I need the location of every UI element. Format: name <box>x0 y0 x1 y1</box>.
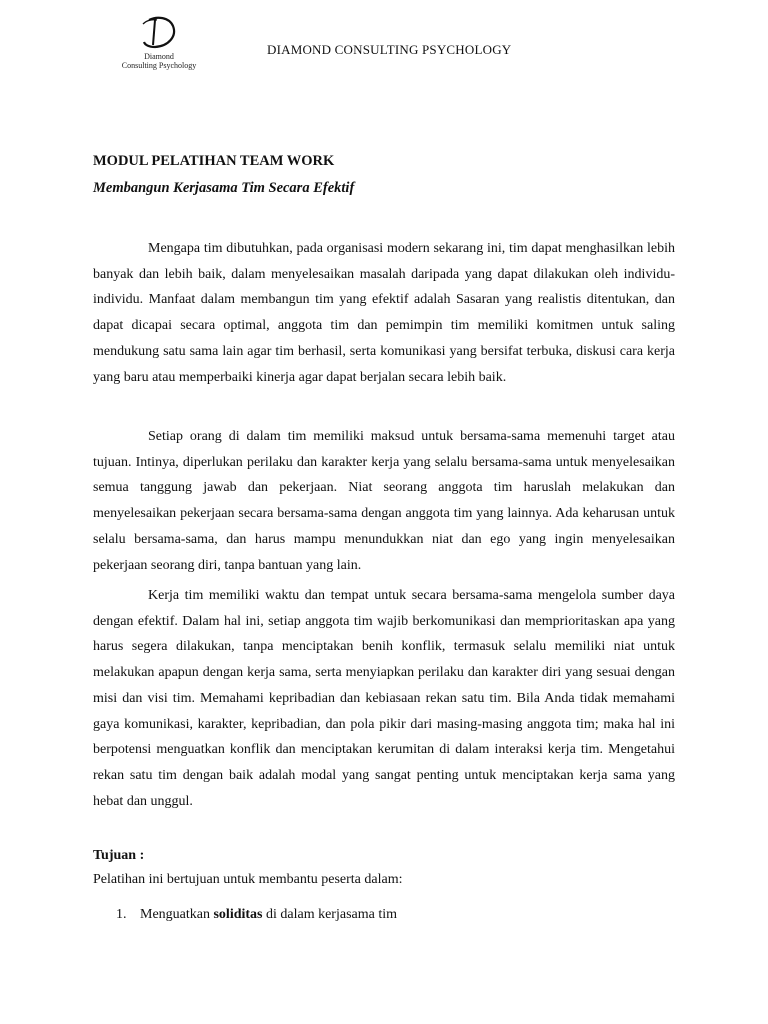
list-item-text-after: di dalam kerjasama tim <box>262 907 398 922</box>
company-name: DIAMOND CONSULTING PSYCHOLOGY <box>267 42 512 57</box>
tujuan-heading: Tujuan : <box>93 848 145 863</box>
document-title: MODUL PELATIHAN TEAM WORK <box>93 153 335 169</box>
tujuan-intro: Pelatihan ini bertujuan untuk membantu peserta dalam: <box>93 872 403 887</box>
company-logo <box>97 14 221 70</box>
list-item-bold-term: soliditas <box>213 907 263 922</box>
paragraph-3: Kerja tim memiliki waktu dan tempat untuk secara bersama-sama mengelola sumber daya dengan efektif. Dalam hal ini, setiap anggota tim wajib berkomunikasi dan memprioritaskan apa yang harus segera dilakukan, tanpa menciptakan benih konflik, termasuk selalu memiliki niat untuk melakukan apapun dengan kerja sama, serta menyiapkan perilaku dan karakter diri yang sesuai dengan misi dan visi tim. Memahami kepribadian dan kebiasaan rekan satu tim. Bila Anda tidak memahami gaya komunikasi, karakter, kepribadian, dan pola pikir dari masing-masing anggota tim; maka hal ini berpotensi menguatkan konflik dan menciptakan kerumitan di dalam interaksi kerja tim. Mengetahui rekan satu tim dengan baik adalah modal yang sangat penting untuk menciptakan kerja sama yang hebat dan unggul. <box>93 588 675 809</box>
list-item <box>116 907 397 923</box>
logo-text-line2: Consulting Psychology <box>121 61 197 70</box>
paragraph-1: Mengapa tim dibutuhkan, pada organisasi modern sekarang ini, tim dapat menghasilkan lebih banyak dan lebih baik, dalam menyelesaikan masalah daripada yang dapat dilakukan oleh individu-individu. Manfaat dalam membangun tim yang efektif adalah Sasaran yang realistis ditentukan, dan dapat dicapai secara optimal, anggota tim dan pemimpin tim memiliki komitmen untuk saling mendukung satu sama lain agar tim berhasil, serta komunikasi yang bersifat terbuka, diskusi cara kerja yang baru atau memperbaiki kinerja agar dapat berjalan secara lebih baik. <box>93 241 675 385</box>
diamond-d-logo-icon <box>135 14 183 52</box>
document-subtitle: Membangun Kerjasama Tim Secara Efektif <box>93 180 355 196</box>
paragraph-2: Setiap orang di dalam tim memiliki maksud untuk bersama-sama memenuhi target atau tujuan. Intinya, diperlukan perilaku dan karakter kerja yang selalu bersama-sama untuk menyelesaikan semua tanggung jawab dan pekerjaan. Niat seorang anggota tim haruslah melakukan dan menyelesaikan pekerjaan secara bersama-sama dengan anggota tim yang lainnya. Ada keharusan untuk selalu bersama-sama, dan harus mampu menundukkan niat dan ego yang ingin menyelesaikan pekerjaan seorang diri, tanpa bantuan yang lain. <box>93 429 675 573</box>
logo-text-line1: Diamond <box>144 52 174 61</box>
list-item-text-before: Menguatkan <box>140 907 214 922</box>
list-item-number: 1. <box>116 907 127 922</box>
